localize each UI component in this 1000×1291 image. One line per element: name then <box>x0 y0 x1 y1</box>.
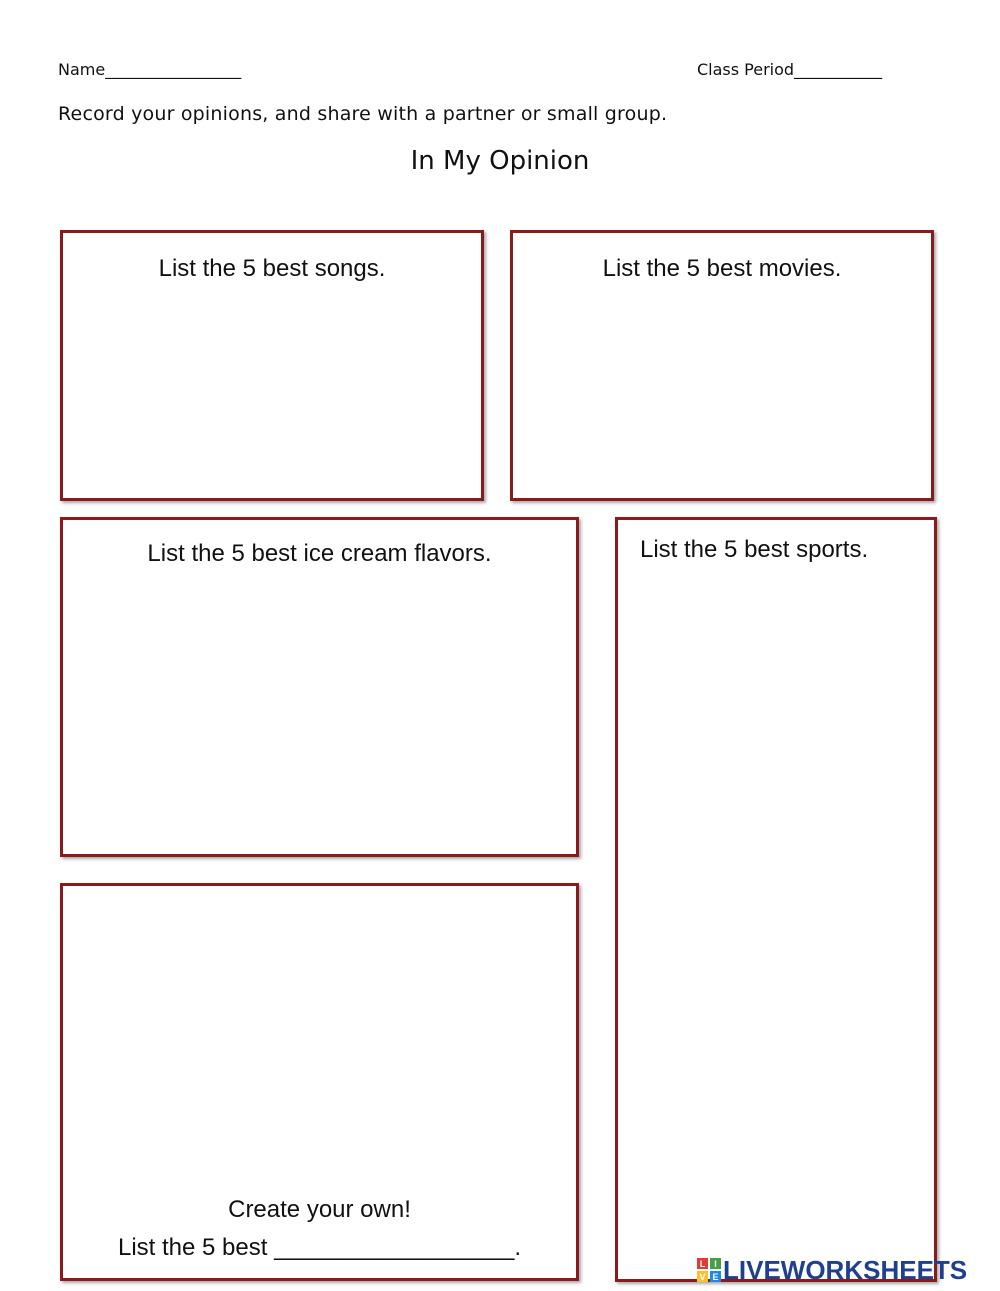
create-your-own-prompt: Create your own! <box>228 1196 411 1223</box>
ice-cream-answer-box[interactable] <box>60 517 579 857</box>
create-your-own-list-prompt: List the 5 best __________________. <box>117 1234 522 1261</box>
ice-cream-prompt: List the 5 best ice cream flavors. <box>147 540 492 567</box>
svg-text:E: E <box>712 1272 719 1282</box>
class-period-field-line: Class Period___________ <box>697 60 883 79</box>
name-field-line: Name_________________ <box>58 60 242 79</box>
liveworksheets-logo-text: LIVEWORKSHEETS <box>723 1254 968 1285</box>
sports-prompt: List the 5 best sports. <box>640 536 869 563</box>
page-title: In My Opinion <box>410 146 590 176</box>
instructions-text: Record your opinions, and share with a partner or small group. <box>58 103 668 125</box>
movies-answer-box[interactable] <box>510 230 934 501</box>
sports-answer-box[interactable] <box>615 517 937 1282</box>
svg-text:L: L <box>699 1259 706 1269</box>
create-your-own-answer-box[interactable] <box>60 883 579 1281</box>
songs-prompt: List the 5 best songs. <box>158 255 386 282</box>
liveworksheets-logo <box>697 1254 967 1286</box>
movies-prompt: List the 5 best movies. <box>602 255 842 282</box>
svg-text:V: V <box>699 1272 706 1282</box>
songs-answer-box[interactable] <box>60 230 484 501</box>
svg-text:I: I <box>714 1259 717 1269</box>
liveworksheets-logo-icon <box>697 1258 721 1282</box>
